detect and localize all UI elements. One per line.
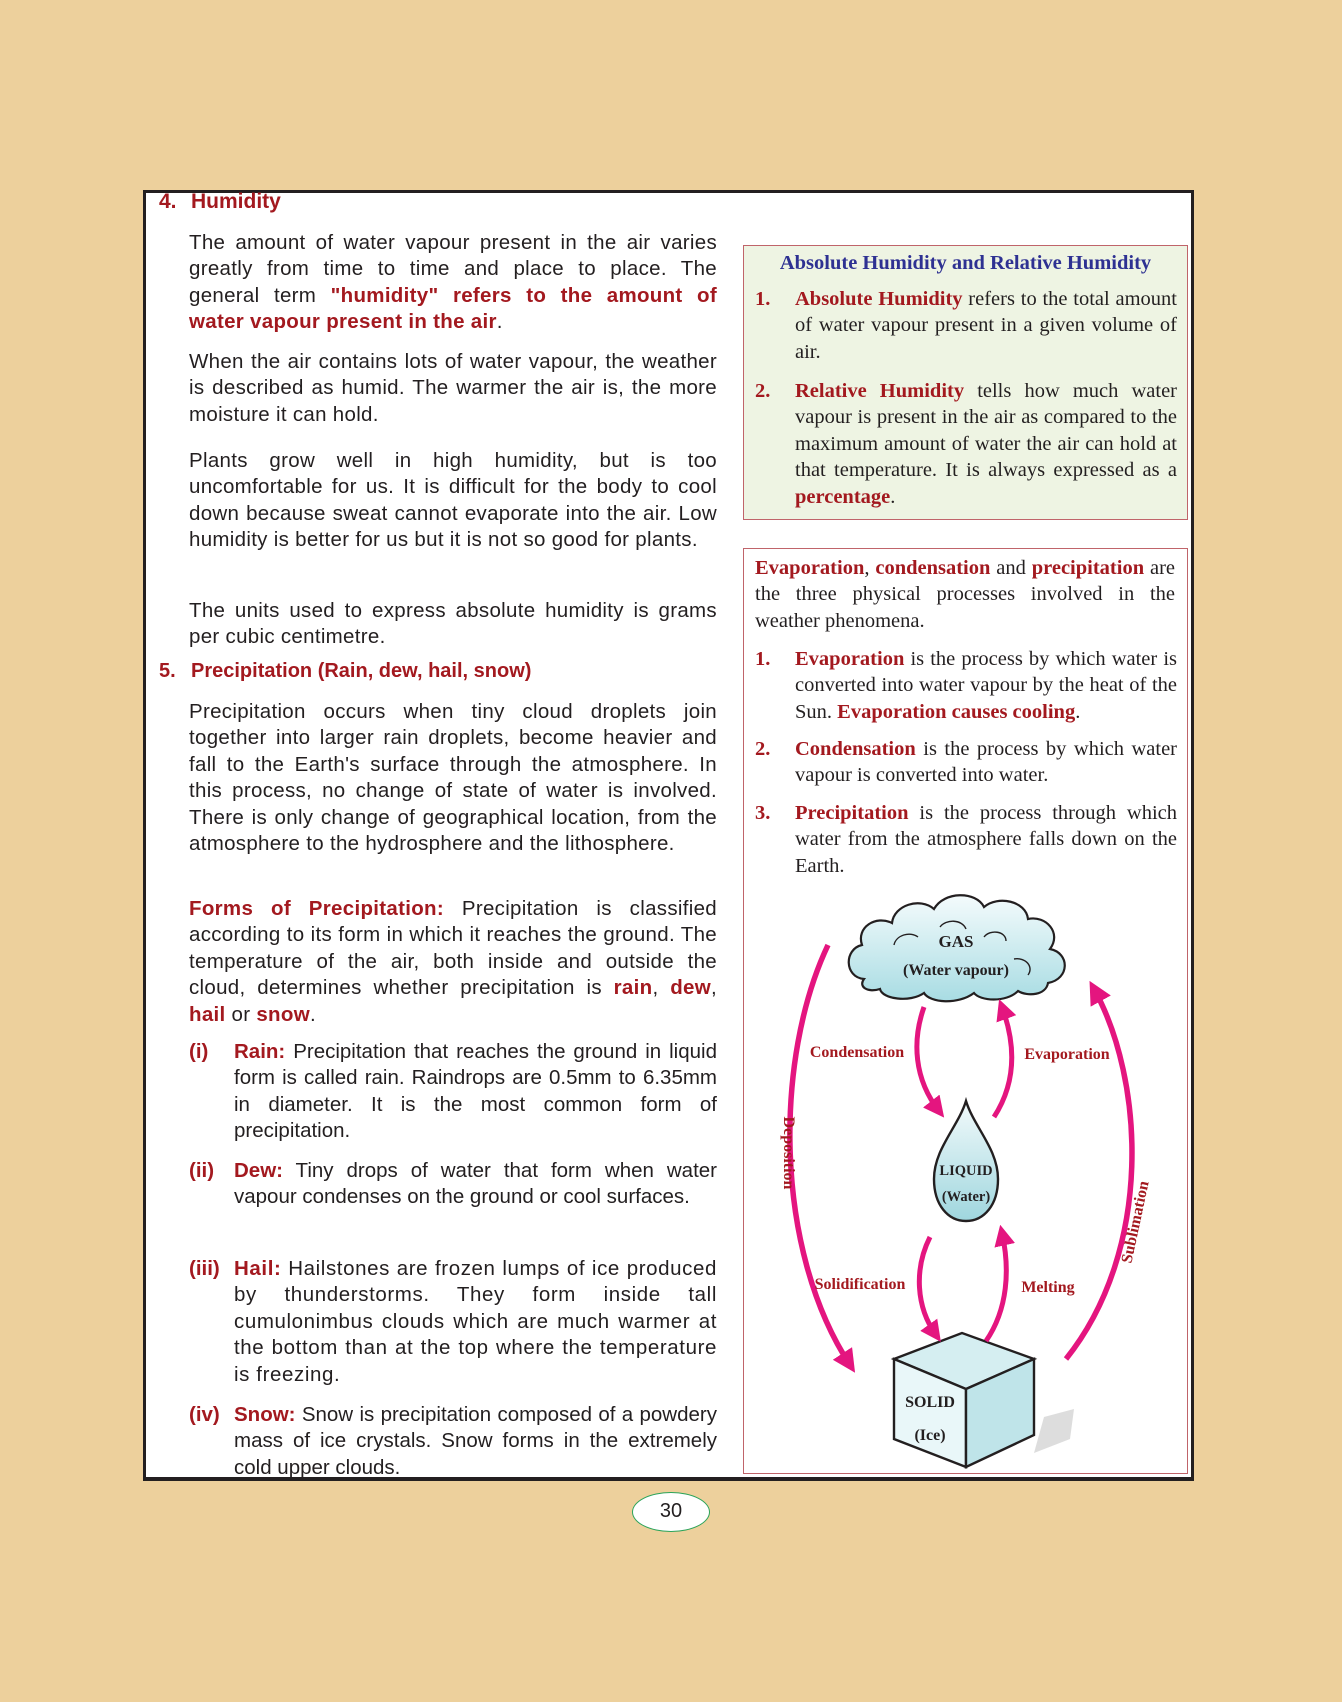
text: ,	[652, 976, 671, 1000]
list-number: 2.	[755, 738, 771, 760]
text: or	[225, 1002, 257, 1026]
text: and	[990, 557, 1032, 579]
list-number: (i)	[189, 1040, 209, 1063]
liquid-label: LIQUID	[939, 1163, 993, 1179]
melting-label: Melting	[1021, 1279, 1075, 1296]
condensation-arrow	[917, 1007, 939, 1111]
page-number: 30	[632, 1492, 710, 1532]
processes-intro	[755, 555, 1175, 634]
list-number: 1.	[755, 288, 771, 310]
process-text	[795, 736, 1177, 789]
list-label: Snow:	[234, 1403, 296, 1426]
text: .	[1075, 700, 1081, 723]
list-item-rain	[189, 1039, 717, 1145]
forms-of-precipitation-para	[189, 896, 717, 1028]
term-evaporation: Evaporation	[755, 557, 865, 579]
term-rain: rain	[613, 976, 653, 1000]
humidity-para-1	[189, 230, 717, 336]
text: refers to the total amount of water vapour present in a given volume of air.	[795, 288, 1177, 363]
list-item-snow	[189, 1402, 717, 1481]
highlight-definition: "humidity" refers to the amount of water vapour present in the air	[189, 283, 717, 334]
gas-label: GAS	[938, 932, 974, 951]
gas-sublabel: (Water vapour)	[903, 962, 1009, 979]
list-label: Hail:	[234, 1257, 282, 1280]
term: Condensation	[795, 738, 916, 760]
page-frame	[143, 190, 1194, 1481]
list-text	[234, 1039, 717, 1145]
list-number: 3.	[755, 802, 771, 824]
precipitation-para-1: Precipitation occurs when tiny cloud droplets join together into larger rain droplets, become heavier and fall to the Earth's surface through the atmosphere. In this process, no change of state of water is involved. There is only change of geographical location, from the atmosphere to the hydrosphere and the lithosphere.	[189, 700, 717, 856]
list-label: Dew:	[234, 1159, 283, 1182]
term-snow: snow	[256, 1002, 310, 1026]
humidity-para-3: Plants grow well in high humidity, but is too uncomfortable for us. It is difficult for the body to cool down because sweat cannot evaporate into the air. Low humidity is better for us but it is not so good for plants.	[189, 449, 717, 552]
humidity-para-2: When the air contains lots of water vapour, the weather is described as humid. The warmer the air is, the more moisture it can hold.	[189, 350, 717, 426]
forms-label: Forms of Precipitation:	[189, 897, 444, 920]
text: Precipitation is classified according to its form in which it reaches the ground. The temperature of the air, both inside and outside the cloud, determines whether precipitation is	[189, 897, 717, 1000]
term: Relative Humidity	[795, 380, 965, 402]
evaporation-arrow	[994, 1007, 1012, 1117]
text: is the process through which water from the atmosphere falls down on the Earth.	[795, 802, 1177, 877]
section-heading-precipitation	[159, 660, 531, 683]
list-number: (ii)	[189, 1159, 215, 1182]
text: tells how much water vapour is present in the air as compared to the maximum amount of water the air can hold at that temperature. It is always expressed as a	[795, 380, 1177, 482]
section-title: Precipitation (Rain, dew, hail, snow)	[191, 660, 532, 682]
definition-absolute-humidity	[755, 286, 1177, 365]
section-heading-humidity	[159, 190, 281, 214]
box-title: Absolute Humidity and Relative Humidity	[779, 252, 1152, 274]
deposition-label: Deposition	[780, 1116, 797, 1190]
sublimation-arrow	[1066, 989, 1132, 1359]
term-dew: dew	[670, 976, 712, 1000]
text: ,	[711, 976, 718, 1000]
solidification-label: Solidification	[814, 1276, 906, 1293]
text: Precipitation that reaches the ground in liquid form is called rain. Raindrops are 0.5mm to 6.35mm in diameter. It is the most common form of precipitation.	[234, 1040, 717, 1143]
term: Absolute Humidity	[795, 288, 963, 310]
definition-text	[795, 286, 1177, 365]
list-item-dew	[189, 1158, 717, 1211]
list-number: 2.	[755, 380, 771, 402]
term: Precipitation	[795, 802, 909, 824]
evaporation-label: Evaporation	[1024, 1046, 1110, 1063]
list-text	[234, 1158, 717, 1211]
humidity-definitions-box	[743, 245, 1188, 520]
text: is the process by which water vapour is converted into water.	[795, 738, 1177, 787]
water-state-diagram	[744, 849, 1186, 1469]
solidification-arrow	[919, 1237, 936, 1335]
solid-label: SOLID	[905, 1394, 955, 1411]
deposition-arrow	[790, 945, 850, 1365]
text: .	[890, 485, 896, 508]
text: are the three physical processes involved in the weather phenomena.	[755, 557, 1175, 632]
list-number: 1.	[755, 648, 771, 670]
liquid-sublabel: (Water)	[941, 1189, 991, 1205]
list-label: Rain:	[234, 1040, 286, 1063]
solid-sublabel: (Ice)	[914, 1427, 946, 1444]
humidity-para-4: The units used to express absolute humidity is grams per cubic centimetre.	[189, 599, 717, 649]
list-text	[234, 1256, 717, 1388]
water-processes-box	[743, 548, 1188, 1474]
text: .	[309, 1002, 316, 1026]
list-number: (iii)	[189, 1257, 220, 1280]
term: Evaporation	[795, 648, 905, 670]
text: Hailstones are frozen lumps of ice produced by thunderstorms. They form inside tall cumulonimbus clouds which are much warmer at the bottom than at the top where the temperature is freezing.	[234, 1257, 717, 1386]
text: Snow is precipitation composed of a powdery mass of ice crystals. Snow forms in the extremely cold upper clouds.	[234, 1403, 717, 1479]
term-cooling: Evaporation causes cooling	[837, 700, 1076, 723]
definition-text	[795, 378, 1177, 510]
text: is the process by which water is converted into water vapour by the heat of the Sun.	[795, 648, 1177, 723]
sublimation-label: Sublimation	[1118, 1179, 1153, 1265]
text: ,	[864, 557, 876, 579]
term-hail: hail	[189, 1002, 226, 1026]
process-item-condensation	[755, 736, 1177, 789]
section-number: 5.	[159, 660, 176, 682]
term-condensation: condensation	[875, 557, 991, 579]
melting-arrow	[986, 1233, 1006, 1341]
process-text	[795, 646, 1177, 725]
term-precipitation: precipitation	[1031, 557, 1145, 579]
text: The amount of water vapour present in the air varies greatly from time to time and place to place. The general term	[189, 231, 717, 307]
condensation-label: Condensation	[809, 1044, 905, 1061]
list-item-hail	[189, 1256, 717, 1388]
list-text	[234, 1402, 717, 1481]
section-number: 4.	[159, 190, 177, 213]
definition-relative-humidity	[755, 378, 1177, 510]
text: .	[496, 310, 503, 334]
term-percentage: percentage	[795, 485, 891, 508]
section-title: Humidity	[191, 190, 281, 213]
process-item-evaporation	[755, 646, 1177, 725]
list-number: (iv)	[189, 1403, 220, 1426]
text: Tiny drops of water that form when water vapour condenses on the ground or cool surfaces.	[234, 1159, 717, 1209]
